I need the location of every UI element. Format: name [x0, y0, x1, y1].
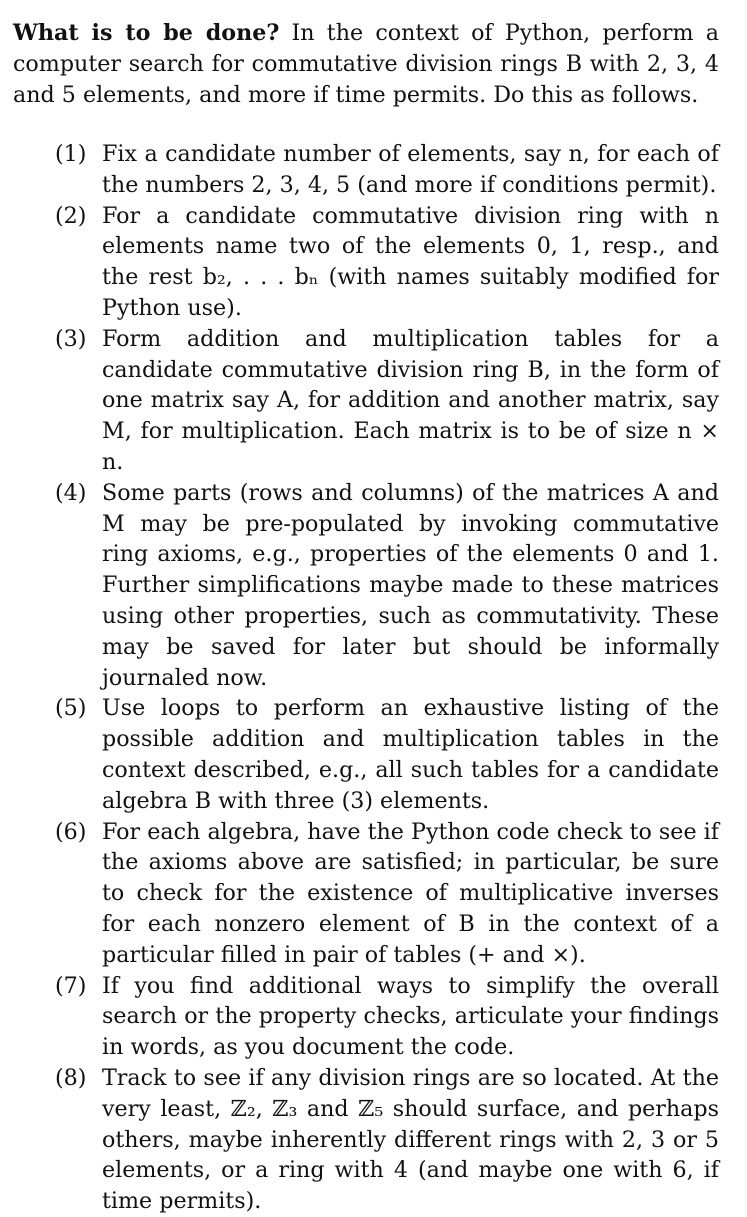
step-text: Track to see if any division rings are so located. At the very least, ℤ₂, ℤ₃ and ℤ₅ should surface, and perhaps others, maybe inherently different rings with 2, 3 or 5 elements, or a ring with 4 (and maybe one with 6, if time permits). — [102, 1064, 719, 1215]
step-text: Some parts (rows and columns) of the matrices A and M may be pre-populated by invoking commutative ring axioms, e.g., properties of the elements 0 and 1. Further simplifications maybe made to these matrices using other properties, such as commutativity. These may be saved for later but should be informally journaled now. — [102, 479, 719, 691]
step-item — [55, 324, 719, 478]
intro-text: In the context of Python, perform a computer search for commutative division rings B with 2, 3, 4 and 5 elements, and more if time permits. Do this as follows. — [13, 20, 719, 108]
step-item — [55, 1063, 719, 1217]
step-number: (5) — [55, 695, 87, 722]
intro-heading: What is to be done? — [13, 20, 280, 46]
step-number: (2) — [55, 202, 87, 229]
step-text: For each algebra, have the Python code check to see if the axioms above are satisfied; in particular, be sure to check for the existence of multiplicative inverses for each nonzero element of B in the context of a particular filled in pair of tables (+ and ×). — [102, 818, 719, 968]
step-number: (7) — [55, 972, 87, 999]
intro-paragraph — [13, 18, 719, 111]
step-text: For a candidate commutative division ring with n elements name two of the elements 0, 1, resp., and the rest b₂, . . . bₙ (with names suitably modified for Python use). — [102, 202, 719, 321]
step-item — [55, 693, 719, 816]
step-text: If you find additional ways to simplify the overall search or the property checks, articulate your findings in words, as you document the code. — [102, 972, 719, 1061]
step-number: (8) — [55, 1064, 87, 1091]
step-text: Fix a candidate number of elements, say n, for each of the numbers 2, 3, 4, 5 (and more if conditions permit). — [102, 141, 719, 198]
step-item — [55, 971, 719, 1063]
steps-list — [55, 139, 719, 1217]
step-item — [55, 201, 719, 324]
step-number: (6) — [55, 818, 87, 845]
step-item — [55, 817, 719, 971]
step-text: Use loops to perform an exhaustive listing of the possible addition and multiplication tables in the context described, e.g., all such tables for a candidate algebra B with three (3) elements. — [102, 695, 719, 814]
step-number: (3) — [55, 325, 87, 352]
step-number: (1) — [55, 141, 87, 167]
step-number: (4) — [55, 479, 87, 506]
step-text: Form addition and multiplication tables for a candidate commutative division ring B, in the form of one matrix say A, for addition and another matrix, say M, for multiplication. Each matrix is to be of size n × n. — [102, 325, 719, 475]
step-item — [55, 139, 719, 201]
step-item — [55, 478, 719, 694]
